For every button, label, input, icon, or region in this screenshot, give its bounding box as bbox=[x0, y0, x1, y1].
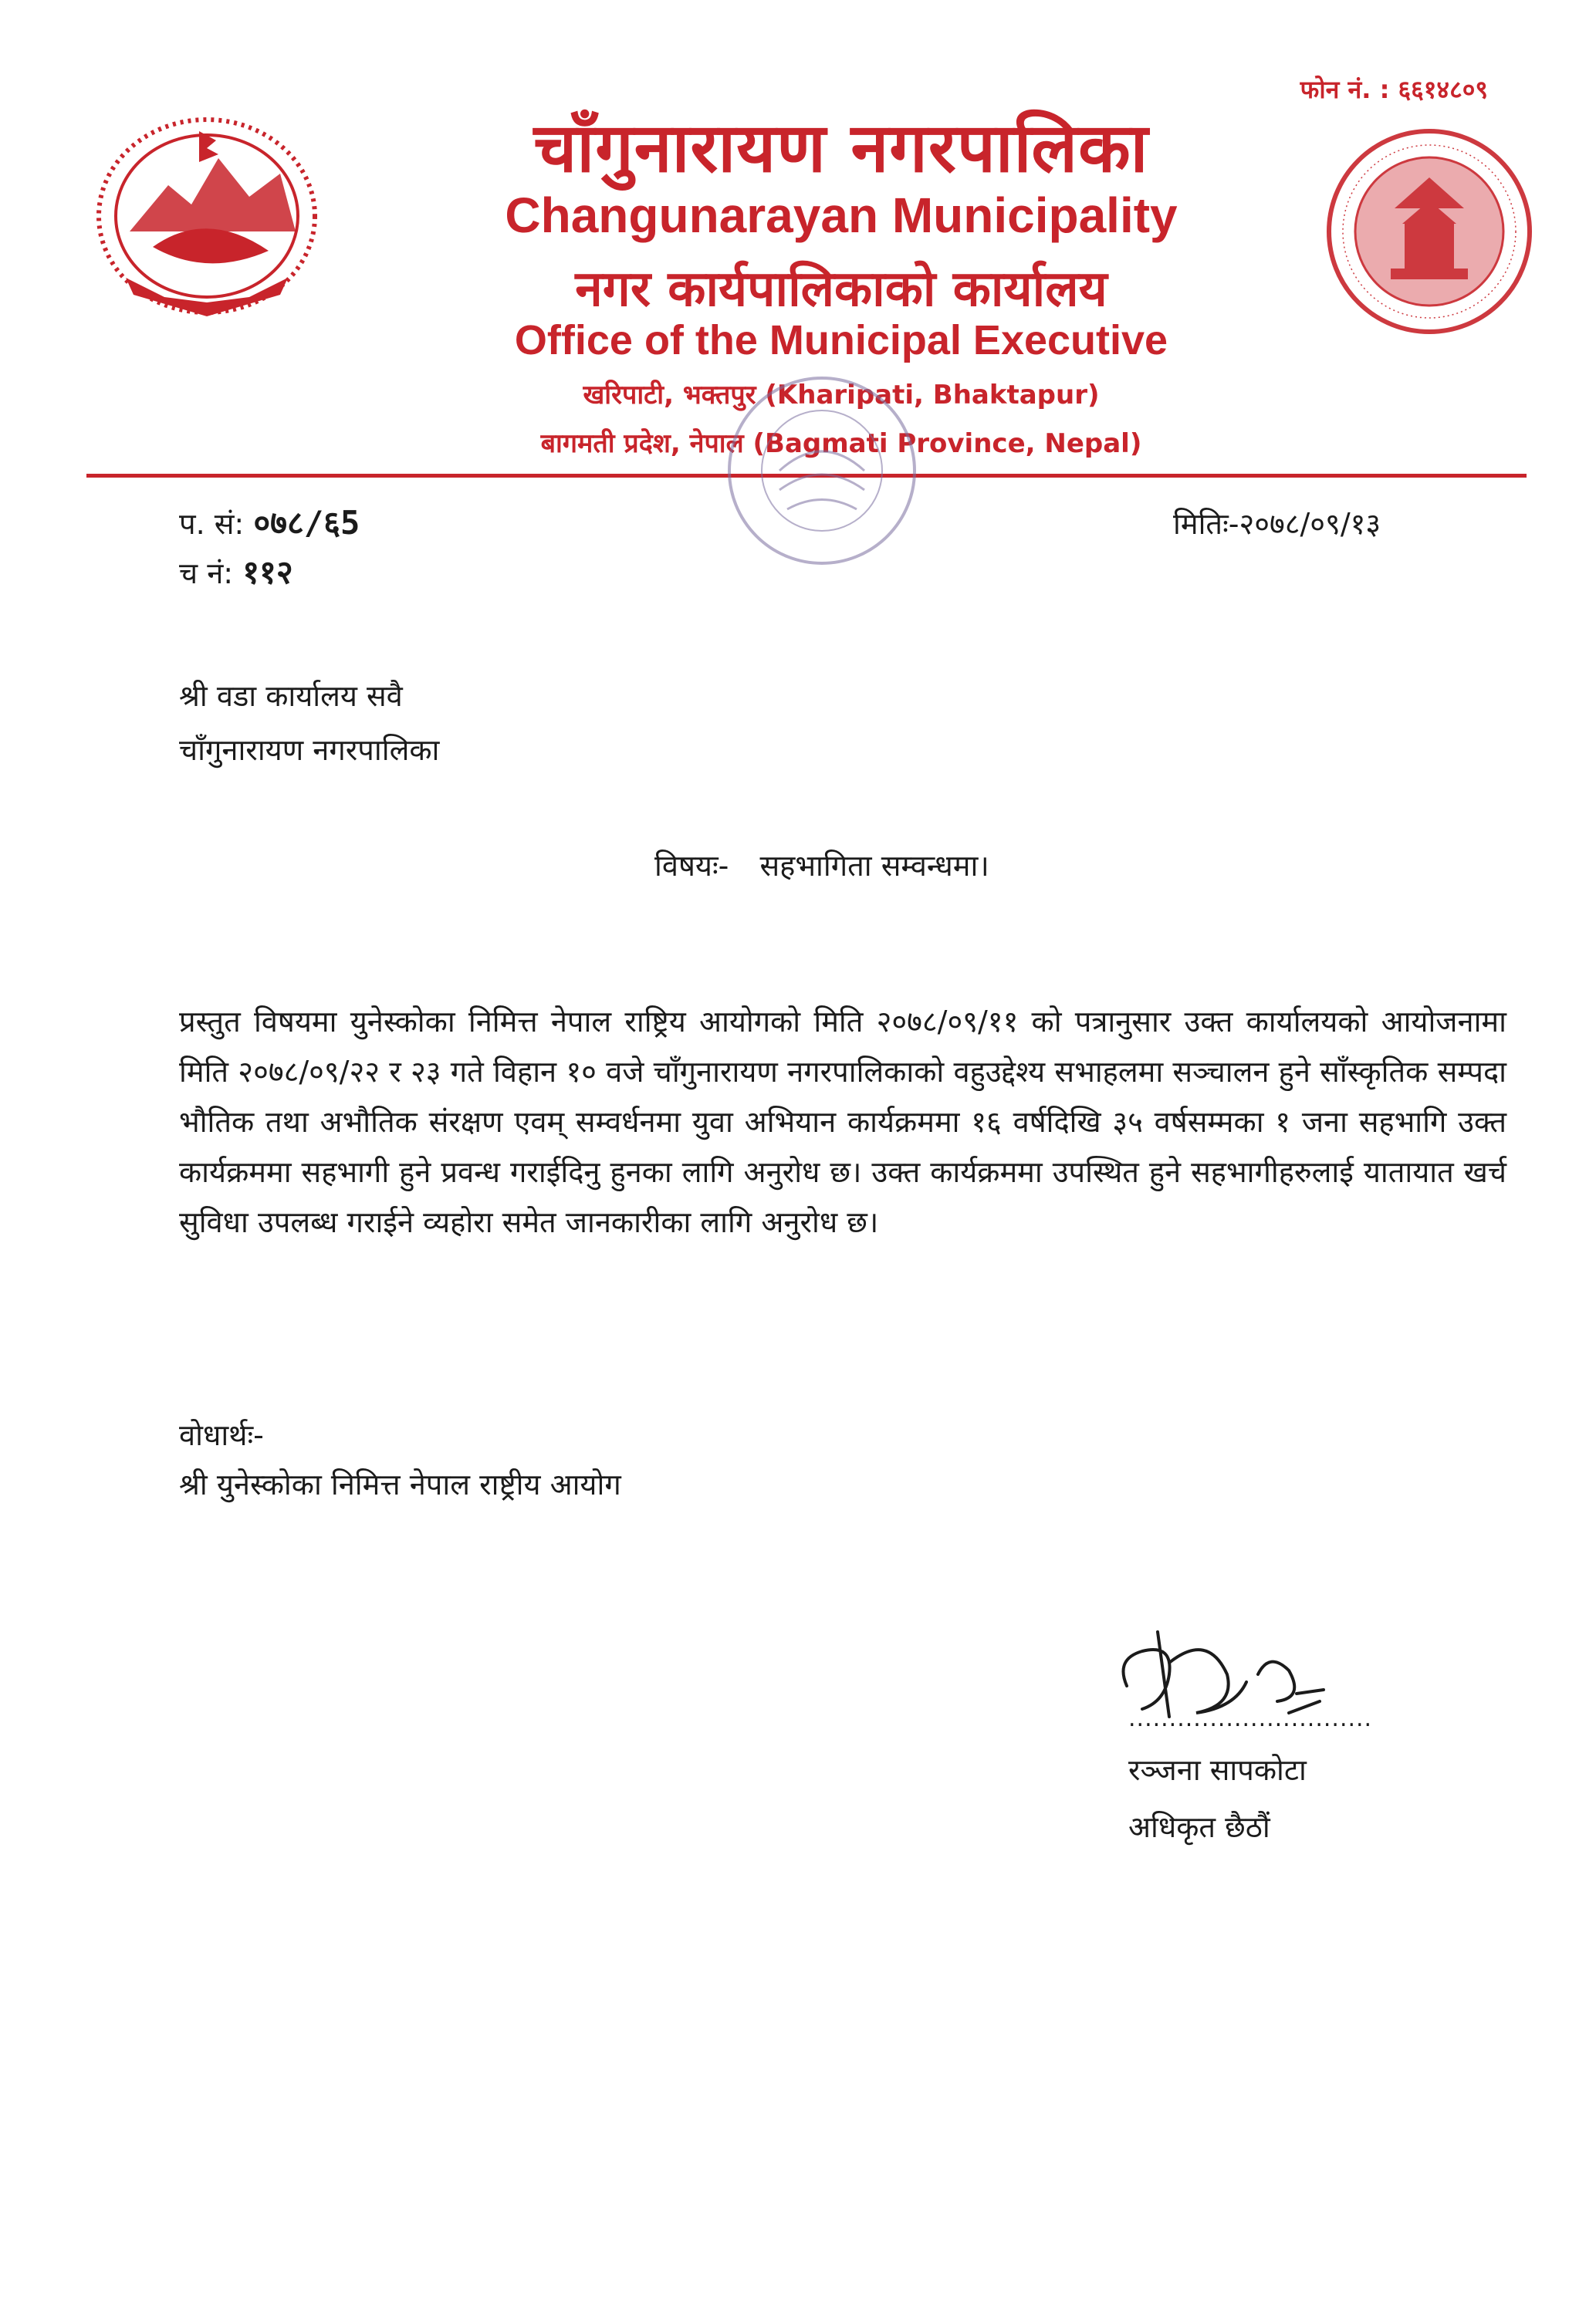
address-line-2: बागमती प्रदेश, नेपाल (Bagmati Province, Nepal) bbox=[540, 428, 1142, 459]
cc-label: वोधार्थः- bbox=[179, 1418, 264, 1452]
municipality-title-nepali: चाँगुनारायण नगरपालिका bbox=[533, 108, 1149, 187]
recipient-line-1: श्री वडा कार्यालय सवै bbox=[179, 679, 403, 713]
subject-text: सहभागिता सम्वन्धमा। bbox=[759, 849, 989, 883]
office-stamp bbox=[718, 355, 926, 586]
cc-line-1: श्री युनेस्कोका निमित्त नेपाल राष्ट्रीय आयोग bbox=[179, 1468, 621, 1501]
signature-dotted-line: .............................. bbox=[1128, 1705, 1373, 1732]
letter-body: प्रस्तुत विषयमा युनेस्कोका निमित्त नेपाल राष्ट्रिय आयोगको मिति २०७८/०९/११ को पत्रानुसार उक्त कार्यालयको आयोजनामा मिति २०७८/०९/२२ र २३ गते विहान १० वजे चाँगुनारायण नगरपालिकाको वहुउद्देश्य सभाहलमा सञ्चालन हुने साँस्कृतिक सम्पदा भौतिक तथा अभौतिक संरक्षण एवम् सम्वर्धनमा युवा अभियान कार्यक्रममा १६ वर्षदिखि ३५ वर्षसम्मका १ जना सहभागि उक्त कार्यक्रममा सहभागी हुने प्रवन्ध गराईदिनु हुनका लागि अनुरोध छ। उक्त कार्यक्रममा उपस्थित हुने सहभागीहरुलाई यातायात खर्च सुविधा उपलब्ध गराईने व्यहोरा समेत जानकारीका लागि अनुरोध छ। bbox=[179, 1005, 1506, 1239]
recipient-line-2: चाँगुनारायण नगरपालिका bbox=[179, 733, 440, 767]
chalani-value: ११२ bbox=[242, 553, 293, 591]
subject-line bbox=[654, 841, 989, 890]
signatory-title: अधिकृत छैठौं bbox=[1128, 1810, 1270, 1844]
patra-value: ०७८/६5 bbox=[253, 504, 360, 542]
phone-number: फोन नं. : ६६१४८०९ bbox=[1300, 75, 1488, 104]
municipality-seal bbox=[1321, 123, 1537, 339]
patra-sankhya bbox=[179, 500, 360, 544]
patra-label: प. सं: bbox=[179, 507, 245, 541]
address-line-1: खरिपाटी, भक्तपुर (Kharipati, Bhaktapur) bbox=[583, 380, 1100, 410]
chalani-label: च नं: bbox=[179, 556, 234, 590]
chalani-number bbox=[179, 549, 293, 593]
subject-label: विषयः- bbox=[654, 849, 729, 883]
office-title-nepali: नगर कार्यपालिकाको कार्यालय bbox=[575, 261, 1107, 318]
signatory-name: रञ्जना सापकोटा bbox=[1128, 1753, 1307, 1787]
office-title-english: Office of the Municipal Executive bbox=[514, 317, 1168, 363]
municipality-title-english: Changunarayan Municipality bbox=[505, 187, 1178, 243]
letter-date: मितिः-२०७८/०९/१३ bbox=[1173, 507, 1381, 541]
